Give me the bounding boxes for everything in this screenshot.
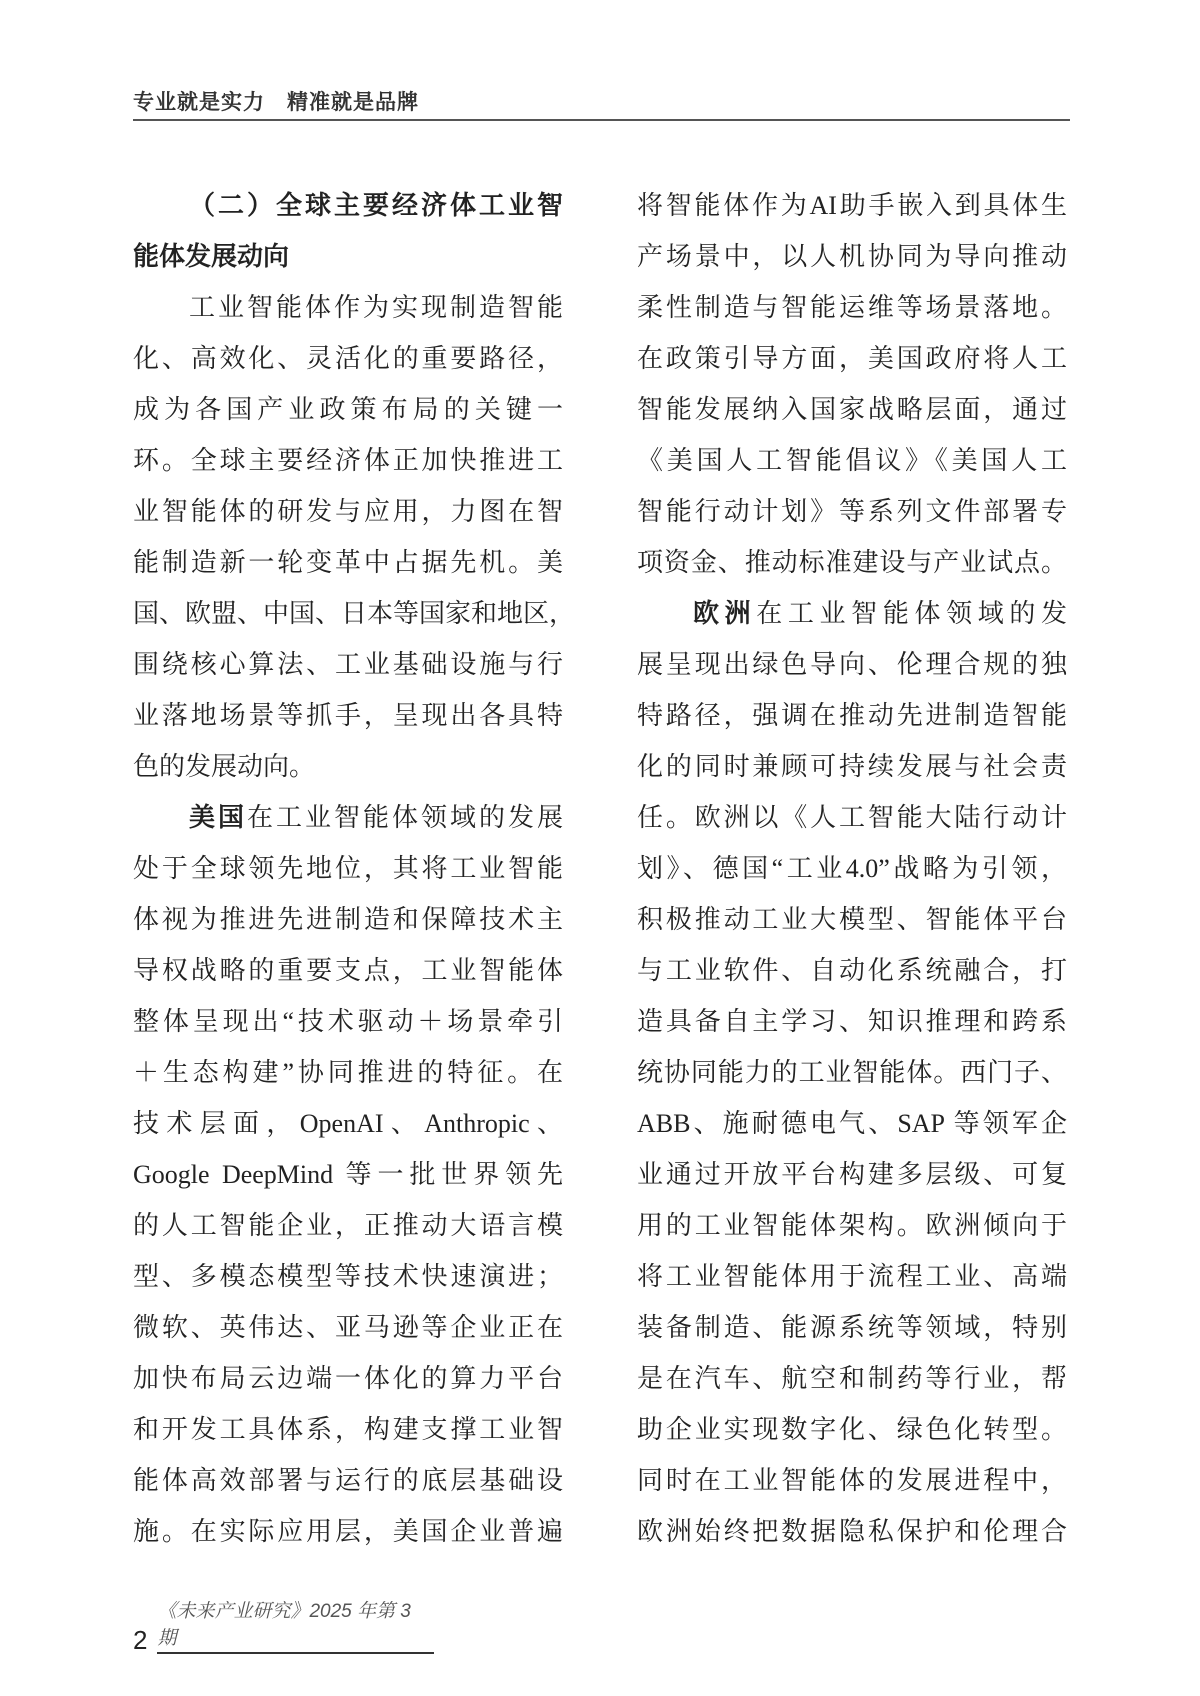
text-line [133,639,563,690]
text-line [637,231,1067,282]
line-text: 和开发工具体系，构建支撑工业智 [133,1415,563,1444]
line-text: 整体呈现出“技术驱动＋场景牵引 [133,1007,563,1036]
line-text: 展呈现出绿色导向、伦理合规的独 [637,650,1067,679]
line-text: Google DeepMind 等一批世界领先 [133,1160,563,1189]
bold-lead-term: 美国 [189,802,247,832]
left-column [133,180,576,1557]
line-text: 加快布局云边端一体化的算力平台 [133,1364,563,1393]
text-line [133,894,563,945]
line-text: 环。全球主要经济体正加快推进工 [133,446,563,475]
line-text: 处于全球领先地位，其将工业智能 [133,854,563,883]
text-line [637,639,1067,690]
text-line [133,180,563,231]
text-line [637,180,1067,231]
text-line [637,843,1067,894]
text-line [637,1353,1067,1404]
line-text: 同时在工业智能体的发展进程中， [637,1466,1067,1495]
text-line [637,282,1067,333]
line-text: 能体高效部署与运行的底层基础设 [133,1466,563,1495]
text-line [637,690,1067,741]
line-text: ABB、施耐德电气、SAP 等领军企 [637,1109,1067,1138]
text-line [637,435,1067,486]
line-text: 用的工业智能体架构。欧洲倾向于 [637,1211,1067,1240]
text-line [133,537,563,588]
running-header [133,86,419,116]
text-line [637,1098,1067,1149]
line-text: 技术层面，OpenAI、Anthropic、 [133,1109,563,1138]
text-line [133,1302,563,1353]
text-line [133,1353,563,1404]
text-line [133,486,563,537]
text-line [133,996,563,1047]
text-line [637,537,1067,588]
line-text: 造具备自主学习、知识推理和跨系 [637,1007,1067,1036]
text-line [133,945,563,996]
line-text: 化的同时兼顾可持续发展与社会责 [637,752,1067,781]
line-text: 助企业实现数字化、绿色化转型。 [637,1415,1067,1444]
page-number: 2 [133,1625,148,1655]
text-line [637,894,1067,945]
text-line [637,792,1067,843]
line-text: 柔性制造与智能运维等场景落地。 [637,293,1067,322]
line-text: 型、多模态模型等技术快速演进； [133,1262,563,1291]
line-text: 色的发展动向。 [133,752,316,781]
text-line [133,1098,563,1149]
text-line [133,1149,563,1200]
line-text: 积极推动工业大模型、智能体平台 [637,905,1067,934]
line-text: 体视为推进先进制造和保障技术主 [133,905,563,934]
text-line [133,690,563,741]
bold-lead-term: 欧洲 [693,598,757,628]
line-text: 智能发展纳入国家战略层面，通过 [637,395,1067,424]
line-text: 微软、英伟达、亚马逊等企业正在 [133,1313,563,1342]
text-line [133,843,563,894]
text-line [133,1200,563,1251]
text-line [637,333,1067,384]
text-line [637,486,1067,537]
text-line [637,1251,1067,1302]
text-line [133,231,563,282]
right-column [637,180,1067,1557]
text-line [133,588,576,639]
line-text: 在工业智能体领域的发展 [247,803,563,832]
text-line [133,792,563,843]
line-text: 导权战略的重要支点，工业智能体 [133,956,563,985]
line-text: 在政策引导方面，美国政府将人工 [637,344,1067,373]
text-line [133,1251,563,1302]
line-text: 围绕核心算法、工业基础设施与行 [133,650,563,679]
text-line [637,1302,1067,1353]
line-text: 产场景中，以人机协同为导向推动 [637,242,1067,271]
line-text: 是在汽车、航空和制药等行业，帮 [637,1364,1067,1393]
text-line [637,741,1067,792]
text-line [637,1047,1067,1098]
line-text: 化、高效化、灵活化的重要路径， [133,344,563,373]
line-text: 任。欧洲以《人工智能大陆行动计 [637,803,1067,832]
text-line [637,996,1067,1047]
line-text: （二）全球主要经济体工业智 [189,191,563,220]
line-text: 业智能体的研发与应用，力图在智 [133,497,563,526]
journal-citation: 《未来产业研究》2025 年第 3 期 [157,1596,434,1654]
footer [133,1596,434,1654]
text-line [133,333,563,384]
line-text: 《美国人工智能倡议》《美国人工 [637,446,1067,475]
text-line [637,384,1067,435]
line-text: 业通过开放平台构建多层级、可复 [637,1160,1067,1189]
line-text: 划》、德国“工业4.0”战略为引领， [637,854,1067,883]
line-text: 将工业智能体用于流程工业、高端 [637,1262,1067,1291]
header-rule [133,119,1070,121]
line-text: 特路径，强调在推动先进制造智能 [637,701,1067,730]
text-line [133,435,563,486]
line-text: 业落地场景等抓手，呈现出各具特 [133,701,563,730]
text-line [133,282,563,333]
text-line [133,1455,563,1506]
text-line [637,588,1067,639]
line-text: 统协同能力的工业智能体。西门子、 [637,1058,1067,1087]
text-line [133,1047,563,1098]
line-text: 能体发展动向 [133,242,290,271]
line-text: 能制造新一轮变革中占据先机。美 [133,548,563,577]
text-line [133,1506,563,1557]
text-line [133,741,563,792]
line-text: 智能行动计划》等系列文件部署专 [637,497,1067,526]
text-line [637,1506,1067,1557]
line-text: 将智能体作为AI助手嵌入到具体生 [637,191,1067,220]
text-line [637,945,1067,996]
text-line [133,384,563,435]
line-text: 项资金、推动标准建设与产业试点。 [637,548,1067,577]
line-text: 施。在实际应用层，美国企业普遍 [133,1517,563,1546]
line-text: ＋生态构建”协同推进的特征。在 [133,1058,563,1087]
header-slogan-2: 精准就是品牌 [287,91,419,114]
text-line [637,1149,1067,1200]
line-text: 在工业智能体领域的发 [756,599,1067,628]
text-line [637,1455,1067,1506]
line-text: 欧洲始终把数据隐私保护和伦理合 [637,1517,1067,1546]
text-line [637,1200,1067,1251]
text-line [637,1404,1067,1455]
line-text: 与工业软件、自动化系统融合，打 [637,956,1067,985]
line-text: 国、欧盟、中国、日本等国家和地区， [133,599,576,628]
line-text: 成为各国产业政策布局的关键一 [133,395,563,424]
line-text: 工业智能体作为实现制造智能 [189,293,563,322]
line-text: 装备制造、能源系统等领域，特别 [637,1313,1067,1342]
line-text: 的人工智能企业，正推动大语言模 [133,1211,563,1240]
text-line [133,1404,563,1455]
header-slogan-1: 专业就是实力 [133,91,265,114]
